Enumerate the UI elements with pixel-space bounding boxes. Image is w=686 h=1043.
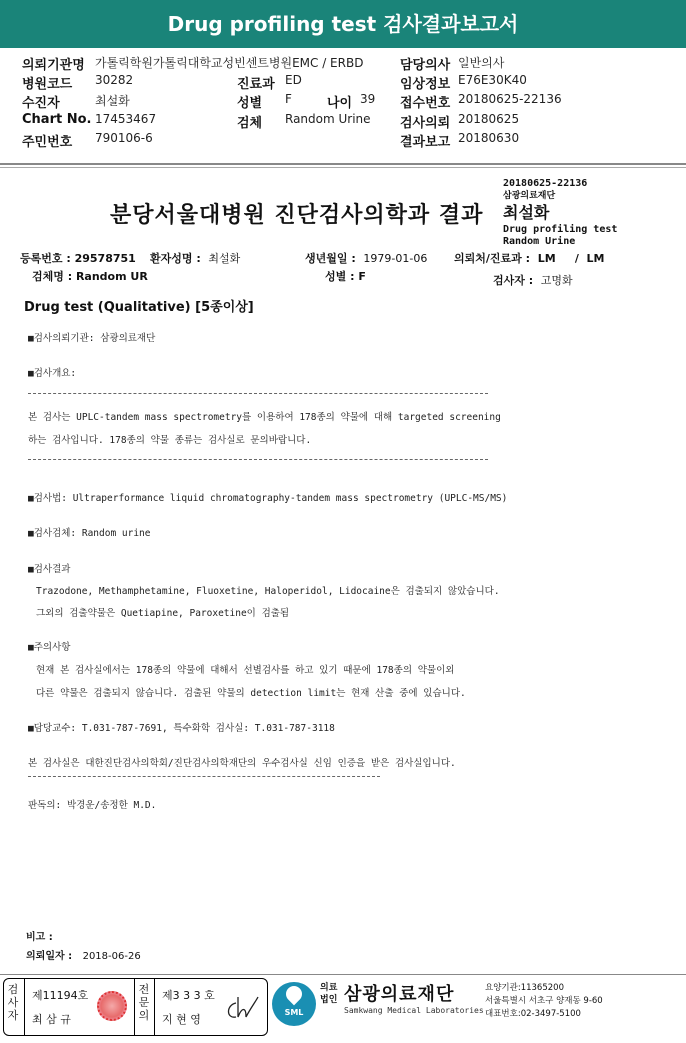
- signature-box: [3, 978, 268, 1036]
- reg-no-field: [20, 250, 136, 266]
- org-info-phone: 대표번호:02-3497-5100: [485, 1009, 581, 1019]
- section-title: Drug test (Qualitative) [5종이상]: [24, 300, 254, 315]
- receipt-no: 20180625-22136: [458, 92, 562, 106]
- org-name-en: Samkwang Medical Laboratories: [344, 1006, 484, 1015]
- stamp-specimen: Random Urine: [503, 236, 576, 247]
- specialist-vertical-label: 전 문 의: [138, 983, 150, 1022]
- org-info-code: 요양기관:11365200: [485, 983, 564, 993]
- report-header: [0, 50, 686, 162]
- scanned-result-document: [0, 168, 686, 974]
- org-info: [485, 982, 603, 1021]
- tester-label: 검사자 :: [493, 274, 534, 287]
- text-result-heading: ■검사결과: [28, 564, 71, 575]
- label-request-date: 검사의뢰: [400, 116, 451, 131]
- logo-drop-icon: [283, 983, 306, 1006]
- tester-name: 최 삼 규: [32, 1013, 71, 1026]
- sml-logo-icon: [272, 982, 316, 1026]
- label-resident-no: 주민번호: [22, 135, 73, 150]
- label-clinical-info: 임상정보: [400, 77, 451, 92]
- text-specimen: ■검사검체: Random urine: [28, 528, 151, 539]
- requesting-institution: 가톨릭학원가톨릭대학교성빈센트병원EMC / ERBD: [95, 56, 364, 70]
- specialist-name: 지 현 영: [162, 1013, 201, 1026]
- dob-field: [305, 250, 427, 266]
- text-result-2: 그외의 검출약물은 Quetiapine, Paroxetine이 검출됨: [36, 608, 290, 619]
- label-specimen: 검체: [237, 116, 263, 131]
- doc-sex-field: [325, 268, 366, 284]
- sex: F: [285, 92, 292, 106]
- dashed-divider: [28, 776, 380, 777]
- dept-field: [454, 250, 604, 266]
- text-caution-1: 현재 본 검사실에서는 178종의 약물에 대해서 선별검사를 하고 있기 때문에 178종의 약물이외: [36, 665, 455, 676]
- hospital-code: 30282: [95, 73, 134, 87]
- sig-divider: [134, 979, 135, 1035]
- stamp-test-name: Drug profiling test: [503, 224, 618, 235]
- stamp-receipt-no: 20180625-22136: [503, 178, 588, 189]
- footer-divider: [0, 974, 686, 975]
- sig-divider: [24, 979, 25, 1035]
- stamp-patient: 최설화: [503, 203, 550, 222]
- specimen-field: [32, 268, 148, 284]
- text-result-1: Trazodone, Methamphetamine, Fluoxetine, Haloperidol, Lidocaine은 검출되지 않았습니다.: [36, 586, 500, 597]
- doctor: 일반의사: [458, 56, 505, 70]
- dept-sep: /: [574, 252, 579, 265]
- dashed-divider: [28, 459, 488, 460]
- request-date: 20180625: [458, 112, 520, 126]
- text-caution-2: 다른 약물은 검출되지 않습니다. 검출된 약물의 detection limit는 현재 산출 중에 있습니다.: [36, 688, 466, 699]
- label-report-date: 결과보고: [400, 135, 451, 150]
- patient: 최설화: [95, 94, 130, 108]
- specialist-license-no: 제3 3 3 호: [162, 989, 215, 1002]
- logo-text: SML: [284, 1008, 304, 1017]
- org-prefix: [320, 982, 337, 1006]
- report-title: Drug profiling test 검사결과보고서: [0, 0, 686, 48]
- tester-license-no: 제11194호: [32, 989, 89, 1002]
- text-method: ■검사법: Ultraperformance liquid chromatography-tandem mass spectrometry (UPLC-MS/MS): [28, 493, 508, 504]
- dept-label: 의뢰처/진료과 :: [454, 252, 531, 265]
- specimen: Random Urine: [285, 112, 371, 126]
- label-age: 나이: [327, 96, 353, 111]
- text-accreditation: 본 검사실은 대한진단검사의학회/진단검사의학재단의 우수검사실 신임 인증을 받은 검사실입니다.: [28, 758, 456, 769]
- org-info-address: 서울특별시 서초구 양재동 9-60: [485, 996, 603, 1006]
- org-prefix-1: 의료: [320, 983, 338, 993]
- age: 39: [360, 92, 376, 106]
- label-chart-no: Chart No.: [22, 112, 92, 127]
- text-overview-1: 본 검사는 UPLC-tandem mass spectrometry를 이용하여 178종의 약물에 대해 targeted screening: [28, 412, 501, 423]
- req-date-label: 의뢰일자 :: [26, 951, 73, 962]
- hospital-result-title: 분당서울대병원 진단검사의학과 결과: [110, 203, 484, 228]
- label-requesting-institution: 의뢰기관명: [22, 58, 85, 73]
- handwritten-signature: [224, 991, 264, 1025]
- text-requesting-lab: ■검사의뢰기관: 삼광의료재단: [28, 333, 156, 344]
- specimen-label: 검체명 :: [32, 270, 73, 283]
- org-prefix-2: 법인: [320, 995, 338, 1005]
- req-date-value: 2018-06-26: [82, 951, 141, 962]
- resident-no: 790106-6: [95, 131, 153, 145]
- text-reader: 판독의: 박경운/송정한 M.D.: [28, 800, 157, 811]
- footer: [0, 976, 686, 1043]
- specimen-value: Random UR: [75, 270, 148, 283]
- sig-divider: [154, 979, 155, 1035]
- org-name: 삼광의료재단: [344, 984, 455, 1005]
- dob-value: 1979-01-06: [363, 252, 428, 265]
- patient-name-field: [150, 250, 240, 266]
- specimen-label-stamp: [503, 178, 617, 248]
- tester-vertical-label: 검 사 자: [7, 983, 19, 1022]
- tester-value: 고명화: [540, 274, 573, 287]
- label-doctor: 담당의사: [400, 58, 451, 73]
- department: ED: [285, 73, 302, 87]
- text-overview-heading: ■검사개요:: [28, 368, 77, 379]
- dashed-divider: [28, 393, 488, 394]
- stamp-org: 삼광의료재단: [503, 191, 556, 201]
- patient-name-value: 최설화: [208, 252, 241, 265]
- text-caution-heading: ■주의사항: [28, 642, 71, 653]
- header-divider: [0, 163, 686, 165]
- note-label: 비고 :: [26, 932, 53, 943]
- doc-sex-label: 성별 :: [325, 270, 355, 283]
- clinical-info: E76E30K40: [458, 73, 527, 87]
- patient-name-label: 환자성명 :: [150, 252, 201, 265]
- label-hospital-code: 병원코드: [22, 77, 73, 92]
- chart-no: 17453467: [95, 112, 157, 126]
- req-date-field: [26, 947, 141, 962]
- dept-value-1: LM: [537, 252, 556, 265]
- label-sex: 성별: [237, 96, 263, 111]
- dob-label: 생년월일 :: [305, 252, 356, 265]
- report-date: 20180630: [458, 131, 520, 145]
- red-seal-stamp: [97, 991, 127, 1021]
- tester-field: [493, 272, 573, 288]
- reg-no-label: 등록번호 :: [20, 252, 71, 265]
- label-patient: 수진자: [22, 96, 60, 111]
- label-receipt-no: 접수번호: [400, 96, 451, 111]
- dept-value-2: LM: [586, 252, 605, 265]
- reg-no-value: 29578751: [74, 252, 136, 265]
- doc-sex-value: F: [358, 270, 366, 283]
- label-department: 진료과: [237, 77, 275, 92]
- text-overview-2: 하는 검사입니다. 178종의 약물 종류는 검사실로 문의바랍니다.: [28, 435, 312, 446]
- text-contact: ■담당교수: T.031-787-7691, 특수화학 검사실: T.031-787-3118: [28, 723, 335, 734]
